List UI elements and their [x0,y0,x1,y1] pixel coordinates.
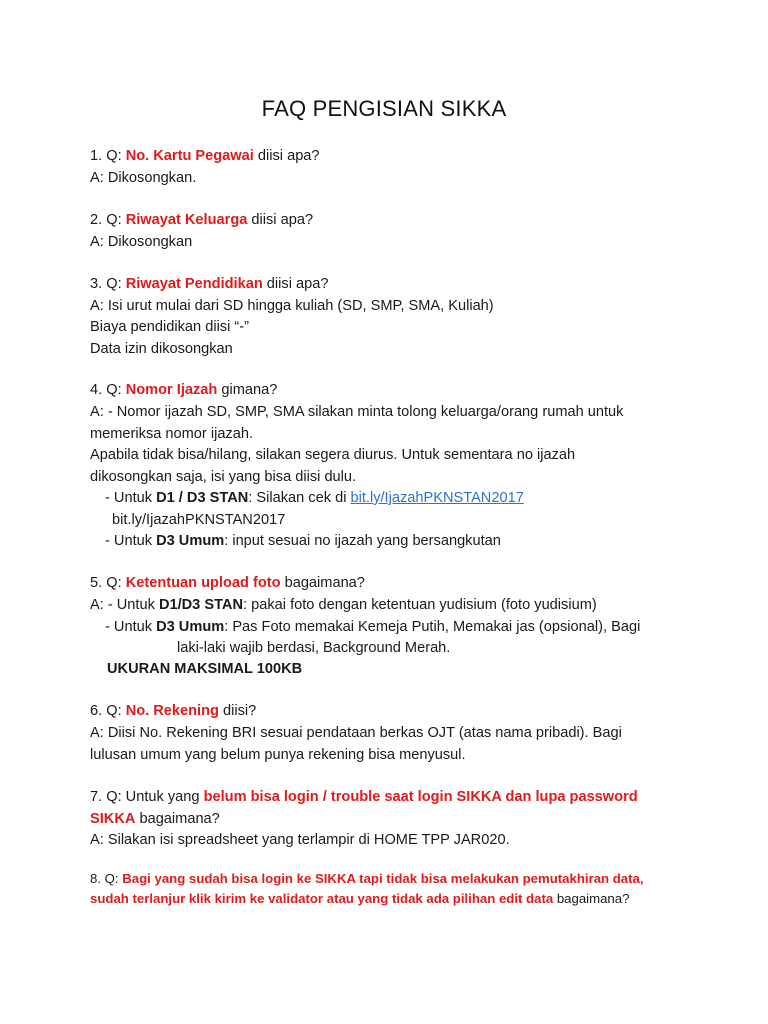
answer-7: A: Silakan isi spreadsheet yang terlampir di HOME TPP JAR020. [90,832,510,848]
question-4 [90,379,277,401]
question-5 [90,572,365,594]
question-7 [90,786,638,808]
answer-4-line-3: Apabila tidak bisa/hilang, silakan segera diurus. Untuk sementara no ijazah [90,447,576,463]
question-suffix: bagaimana? [553,891,630,906]
question-topic: Riwayat Keluarga [125,212,248,228]
question-suffix: diisi? [218,703,257,719]
answer-2: A: Dikosongkan [90,234,193,250]
answer-1: A: Dikosongkan. [90,170,197,186]
question-suffix: bagaimana? [135,811,220,827]
question-prefix: 8. Q: [90,871,123,886]
question-suffix: bagaimana? [280,575,365,591]
bullet-label: D3 Umum [156,533,225,549]
ijazah-link[interactable]: bit.ly/IjazahPKNSTAN2017 [350,490,524,506]
question-topic: No. Kartu Pegawai [125,148,254,164]
question-prefix: 3. Q: [90,276,126,292]
question-prefix: 1. Q: [90,148,126,164]
bullet-label: D3 Umum [156,619,225,635]
bullet-prefix: - Untuk [105,533,157,549]
question-topic: sudah terlanjur klik kirim ke validator atau yang tidak ada pilihan edit data [90,891,554,906]
answer-3-line-2: Biaya pendidikan diisi “-” [90,319,249,335]
bullet-prefix: - Untuk [105,490,157,506]
question-prefix: 4. Q: [90,382,126,398]
bullet-label: D1/D3 STAN [158,597,244,613]
answer-5-line-1 [90,594,597,616]
question-8-line-2 [90,888,629,910]
question-suffix: diisi apa? [262,276,329,292]
question-7-line-2 [90,808,220,830]
answer-6-line-2: lulusan umum yang belum punya rekening bisa menyusul. [90,747,466,763]
bullet-label: D1 / D3 STAN [156,490,249,506]
answer-4-line-2: memeriksa nomor ijazah. [90,426,254,442]
question-prefix: 7. Q: Untuk yang [90,789,204,805]
question-topic: No. Rekening [125,703,219,719]
question-topic: SIKKA [90,811,136,827]
answer-5-line-2 [105,616,640,638]
question-suffix: diisi apa? [253,148,320,164]
question-6 [90,700,256,722]
question-topic: belum bisa login / trouble saat login SIKKA dan lupa password [203,789,638,805]
question-2 [90,209,313,231]
answer-3-line-1: A: Isi urut mulai dari SD hingga kuliah (SD, SMP, SMA, Kuliah) [90,298,494,314]
answer-4-link-text: bit.ly/IjazahPKNSTAN2017 [112,512,286,528]
answer-4-bullet-1 [105,487,524,509]
max-size-note: UKURAN MAKSIMAL 100KB [107,661,303,677]
page-title: FAQ PENGISIAN SIKKA [261,96,507,121]
question-suffix: gimana? [217,382,278,398]
bullet-text: : input sesuai no ijazah yang bersangkutan [224,533,501,549]
question-suffix: diisi apa? [247,212,314,228]
answer-4-line-4: dikosongkan saja, isi yang bisa diisi dulu. [90,469,357,485]
bullet-text: : Silakan cek di [248,490,351,506]
question-3 [90,273,328,295]
bullet-prefix: - Untuk [105,619,157,635]
question-topic: Riwayat Pendidikan [125,276,263,292]
question-prefix: 6. Q: [90,703,126,719]
question-topic: Ketentuan upload foto [125,575,281,591]
answer-6-line-1: A: Diisi No. Rekening BRI sesuai pendataan berkas OJT (atas nama pribadi). Bagi [90,725,622,741]
question-prefix: 5. Q: [90,575,126,591]
question-prefix: 2. Q: [90,212,126,228]
bullet-text: : Pas Foto memakai Kemeja Putih, Memakai jas (opsional), Bagi [224,619,641,635]
answer-5-line-3: laki-laki wajib berdasi, Background Merah. [177,640,451,656]
question-topic: Bagi yang sudah bisa login ke SIKKA tapi tidak bisa melakukan pemutakhiran data, [122,871,644,886]
bullet-text: : pakai foto dengan ketentuan yudisium (foto yudisium) [243,597,597,613]
question-8 [90,868,644,890]
answer-4-bullet-2 [105,530,501,552]
question-1 [90,145,320,167]
answer-4-line-1: A: - Nomor ijazah SD, SMP, SMA silakan minta tolong keluarga/orang rumah untuk [90,404,624,420]
answer-3-line-3: Data izin dikosongkan [90,341,233,357]
question-topic: Nomor Ijazah [125,382,218,398]
bullet-prefix: A: - Untuk [90,597,159,613]
